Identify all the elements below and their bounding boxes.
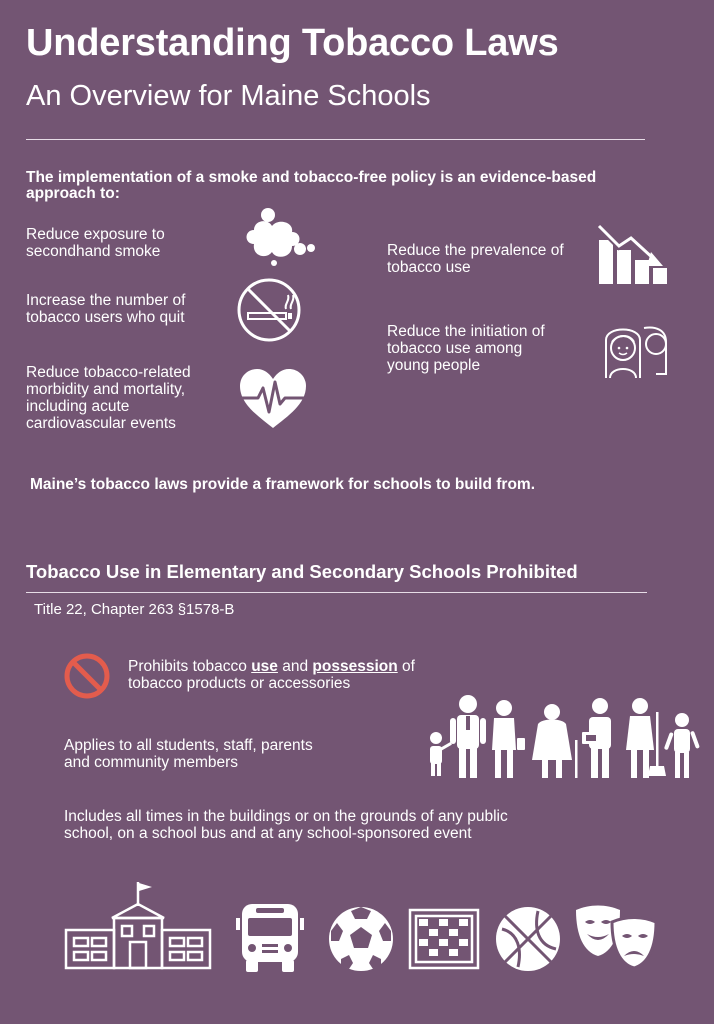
benefit-line: Reduce the initiation of: [387, 323, 545, 340]
benefit-reduce-prevalence: [387, 242, 564, 276]
declining-bar-chart-icon: [597, 224, 667, 284]
page-subtitle: An Overview for Maine Schools: [26, 80, 431, 112]
school-bus-icon: [234, 902, 306, 974]
benefit-reduce-initiation: [387, 323, 545, 374]
applies-text: [64, 737, 313, 771]
benefit-line: secondhand smoke: [26, 243, 161, 260]
prohibits-line-2: tobacco products or accessories: [128, 675, 351, 692]
emphasis-possession: possession: [312, 658, 398, 675]
benefit-morbidity-mortality: [26, 364, 191, 432]
framework-text: Maine’s tobacco laws provide a framework for schools to build from.: [30, 476, 535, 493]
header-divider: [26, 139, 645, 140]
prohibits-pre: Prohibits tobacco: [128, 658, 252, 675]
statute-citation: Title 22, Chapter 263 §1578-B: [34, 601, 235, 618]
benefit-increase-quitters: [26, 292, 185, 326]
school-building-icon: [64, 880, 212, 970]
prohibits-text: [128, 658, 548, 692]
community-people-icon: [424, 694, 700, 778]
theater-masks-icon: [572, 902, 660, 974]
heart-pulse-icon: [238, 368, 308, 430]
includes-text: [64, 808, 508, 842]
game-board-icon: [408, 908, 480, 970]
benefit-line: morbidity and mortality,: [26, 381, 186, 398]
benefit-line: Reduce the prevalence of: [387, 242, 564, 259]
benefit-line: tobacco use among: [387, 340, 523, 357]
benefit-line: cardiovascular events: [26, 415, 176, 432]
benefit-line: tobacco users who quit: [26, 309, 185, 326]
benefit-line: tobacco use: [387, 259, 471, 276]
basketball-icon: [494, 905, 562, 973]
benefit-line: Increase the number of: [26, 292, 186, 309]
applies-line-2: and community members: [64, 754, 239, 771]
prohibits-post: of: [397, 658, 415, 675]
section-divider: [26, 592, 647, 593]
no-smoking-icon: [236, 277, 302, 343]
prohibited-icon: [63, 652, 111, 700]
page-title: Understanding Tobacco Laws: [26, 22, 559, 64]
prohibits-mid: and: [277, 658, 313, 675]
benefit-line: Reduce exposure to: [26, 226, 165, 243]
benefit-line: Reduce tobacco-related: [26, 364, 191, 381]
smoke-cloud-icon: [240, 204, 316, 266]
emphasis-use: use: [251, 658, 278, 675]
young-people-icon: [600, 320, 670, 380]
includes-line-2: school, on a school bus and at any school-sponsored event: [64, 825, 472, 842]
benefit-line: young people: [387, 357, 481, 374]
benefit-line: including acute: [26, 398, 130, 415]
soccer-ball-icon: [327, 905, 395, 973]
prohibits-line-1: [128, 658, 548, 675]
benefit-secondhand-smoke: [26, 226, 165, 260]
section-title: Tobacco Use in Elementary and Secondary Schools Prohibited: [26, 561, 578, 582]
intro-text: The implementation of a smoke and tobacco-free policy is an evidence-based approach to:: [26, 169, 597, 202]
includes-line-1: Includes all times in the buildings or on the grounds of any public: [64, 808, 508, 825]
applies-line-1: Applies to all students, staff, parents: [64, 737, 313, 754]
